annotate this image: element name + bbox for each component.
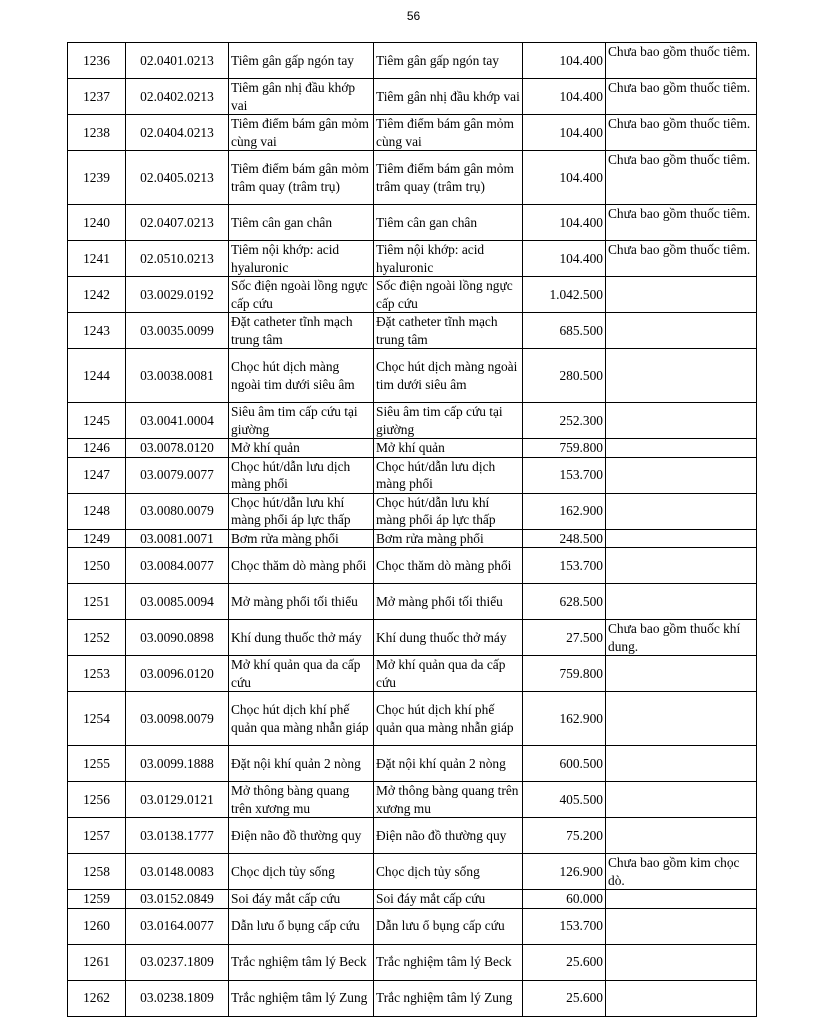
row-number-cell: 1237: [68, 79, 126, 115]
table-row: [68, 908, 757, 944]
row-number-cell: 1244: [68, 349, 126, 403]
service-name-approved-cell: Bơm rửa màng phổi: [374, 529, 523, 548]
note-cell: Chưa bao gồm thuốc tiêm.: [606, 151, 757, 205]
price-cell: 759.800: [523, 439, 606, 458]
service-code-cell: 03.0238.1809: [126, 980, 229, 1016]
service-code-cell: 03.0096.0120: [126, 656, 229, 692]
service-code-cell: 02.0510.0213: [126, 241, 229, 277]
service-code-cell: 03.0080.0079: [126, 493, 229, 529]
service-code-cell: 03.0081.0071: [126, 529, 229, 548]
service-code-cell: 03.0237.1809: [126, 944, 229, 980]
service-code-cell: 03.0078.0120: [126, 439, 229, 458]
note-cell: [606, 584, 757, 620]
note-cell: [606, 656, 757, 692]
service-code-cell: 02.0405.0213: [126, 151, 229, 205]
table-row: [68, 439, 757, 458]
service-code-cell: 02.0404.0213: [126, 115, 229, 151]
price-cell: 25.600: [523, 944, 606, 980]
service-name-approved-cell: Mở màng phổi tối thiểu: [374, 584, 523, 620]
service-name-approved-cell: Khí dung thuốc thở máy: [374, 620, 523, 656]
service-name-cell: Đặt nội khí quản 2 nòng: [229, 746, 374, 782]
service-name-approved-cell: Tiêm gân gấp ngón tay: [374, 43, 523, 79]
price-cell: 153.700: [523, 457, 606, 493]
service-code-cell: 03.0084.0077: [126, 548, 229, 584]
table-row: [68, 151, 757, 205]
service-name-approved-cell: Chọc hút/dẫn lưu dịch màng phổi: [374, 457, 523, 493]
service-name-cell: Trắc nghiệm tâm lý Beck: [229, 944, 374, 980]
service-code-cell: 03.0085.0094: [126, 584, 229, 620]
service-name-approved-cell: Tiêm điểm bám gân mỏm trâm quay (trâm trụ): [374, 151, 523, 205]
table-row: [68, 529, 757, 548]
service-name-cell: Sốc điện ngoài lồng ngực cấp cứu: [229, 277, 374, 313]
price-cell: 60.000: [523, 890, 606, 909]
note-cell: [606, 944, 757, 980]
row-number-cell: 1249: [68, 529, 126, 548]
note-cell: Chưa bao gồm kim chọc dò.: [606, 854, 757, 890]
note-cell: [606, 782, 757, 818]
table-row: [68, 746, 757, 782]
row-number-cell: 1262: [68, 980, 126, 1016]
table-row: [68, 584, 757, 620]
service-code-cell: 03.0099.1888: [126, 746, 229, 782]
service-name-cell: Mở khí quản: [229, 439, 374, 458]
price-cell: 27.500: [523, 620, 606, 656]
note-cell: [606, 457, 757, 493]
service-name-approved-cell: Điện não đồ thường quy: [374, 818, 523, 854]
service-name-approved-cell: Dẫn lưu ổ bụng cấp cứu: [374, 908, 523, 944]
service-name-cell: Tiêm điểm bám gân mỏm trâm quay (trâm trụ): [229, 151, 374, 205]
row-number-cell: 1246: [68, 439, 126, 458]
price-cell: 104.400: [523, 115, 606, 151]
price-cell: 252.300: [523, 403, 606, 439]
row-number-cell: 1251: [68, 584, 126, 620]
price-table: [67, 42, 757, 1017]
table-row: [68, 79, 757, 115]
service-code-cell: 02.0407.0213: [126, 205, 229, 241]
price-cell: 104.400: [523, 151, 606, 205]
service-code-cell: 02.0402.0213: [126, 79, 229, 115]
row-number-cell: 1256: [68, 782, 126, 818]
service-name-approved-cell: Chọc hút dịch khí phế quản qua màng nhẫn giáp: [374, 692, 523, 746]
service-code-cell: 03.0041.0004: [126, 403, 229, 439]
service-name-approved-cell: Tiêm điểm bám gân mỏm cùng vai: [374, 115, 523, 151]
note-cell: Chưa bao gồm thuốc tiêm.: [606, 241, 757, 277]
service-name-cell: Tiêm gân gấp ngón tay: [229, 43, 374, 79]
service-code-cell: 03.0090.0898: [126, 620, 229, 656]
service-name-cell: Mở màng phổi tối thiểu: [229, 584, 374, 620]
table-row: [68, 241, 757, 277]
row-number-cell: 1258: [68, 854, 126, 890]
service-name-approved-cell: Đặt nội khí quản 2 nòng: [374, 746, 523, 782]
row-number-cell: 1253: [68, 656, 126, 692]
note-cell: Chưa bao gồm thuốc tiêm.: [606, 115, 757, 151]
service-name-approved-cell: Chọc hút dịch màng ngoài tim dưới siêu âm: [374, 349, 523, 403]
note-cell: [606, 403, 757, 439]
service-name-approved-cell: Chọc thăm dò màng phổi: [374, 548, 523, 584]
note-cell: [606, 439, 757, 458]
service-name-approved-cell: Sốc điện ngoài lồng ngực cấp cứu: [374, 277, 523, 313]
service-code-cell: 02.0401.0213: [126, 43, 229, 79]
table-row: [68, 349, 757, 403]
note-cell: Chưa bao gồm thuốc tiêm.: [606, 43, 757, 79]
price-cell: 104.400: [523, 205, 606, 241]
service-name-cell: Chọc hút/dẫn lưu khí màng phổi áp lực thấp: [229, 493, 374, 529]
table-row: [68, 854, 757, 890]
note-cell: [606, 908, 757, 944]
service-name-cell: Tiêm cân gan chân: [229, 205, 374, 241]
service-name-cell: Điện não đồ thường quy: [229, 818, 374, 854]
service-name-cell: Chọc dịch tủy sống: [229, 854, 374, 890]
row-number-cell: 1259: [68, 890, 126, 909]
service-name-approved-cell: Mở khí quản: [374, 439, 523, 458]
price-cell: 25.600: [523, 980, 606, 1016]
service-name-cell: Đặt catheter tĩnh mạch trung tâm: [229, 313, 374, 349]
service-name-cell: Chọc hút/dẫn lưu dịch màng phổi: [229, 457, 374, 493]
service-name-approved-cell: Chọc hút/dẫn lưu khí màng phổi áp lực thấp: [374, 493, 523, 529]
row-number-cell: 1257: [68, 818, 126, 854]
note-cell: [606, 529, 757, 548]
service-name-cell: Chọc thăm dò màng phổi: [229, 548, 374, 584]
page-number: 56: [406, 9, 421, 23]
price-cell: 104.400: [523, 43, 606, 79]
row-number-cell: 1255: [68, 746, 126, 782]
service-code-cell: 03.0152.0849: [126, 890, 229, 909]
service-name-cell: Mở thông bàng quang trên xương mu: [229, 782, 374, 818]
price-cell: 405.500: [523, 782, 606, 818]
service-name-cell: Tiêm nội khớp: acid hyaluronic: [229, 241, 374, 277]
row-number-cell: 1260: [68, 908, 126, 944]
note-cell: Chưa bao gồm thuốc khí dung.: [606, 620, 757, 656]
table-row: [68, 980, 757, 1016]
note-cell: [606, 746, 757, 782]
note-cell: Chưa bao gồm thuốc tiêm.: [606, 205, 757, 241]
table-row: [68, 656, 757, 692]
row-number-cell: 1245: [68, 403, 126, 439]
price-cell: 75.200: [523, 818, 606, 854]
service-name-approved-cell: Đặt catheter tĩnh mạch trung tâm: [374, 313, 523, 349]
row-number-cell: 1247: [68, 457, 126, 493]
table-row: [68, 890, 757, 909]
table-row: [68, 457, 757, 493]
service-name-cell: Tiêm điểm bám gân mỏm cùng vai: [229, 115, 374, 151]
note-cell: [606, 349, 757, 403]
service-name-cell: Bơm rửa màng phổi: [229, 529, 374, 548]
service-name-cell: Siêu âm tim cấp cứu tại giường: [229, 403, 374, 439]
row-number-cell: 1241: [68, 241, 126, 277]
service-name-approved-cell: Chọc dịch tủy sống: [374, 854, 523, 890]
service-name-cell: Dẫn lưu ổ bụng cấp cứu: [229, 908, 374, 944]
note-cell: Chưa bao gồm thuốc tiêm.: [606, 79, 757, 115]
price-cell: 280.500: [523, 349, 606, 403]
row-number-cell: 1248: [68, 493, 126, 529]
table-row: [68, 115, 757, 151]
table-row: [68, 782, 757, 818]
service-code-cell: 03.0098.0079: [126, 692, 229, 746]
service-code-cell: 03.0138.1777: [126, 818, 229, 854]
service-name-cell: Tiêm gân nhị đầu khớp vai: [229, 79, 374, 115]
table-row: [68, 43, 757, 79]
row-number-cell: 1238: [68, 115, 126, 151]
table-row: [68, 205, 757, 241]
table-row: [68, 620, 757, 656]
service-name-approved-cell: Trắc nghiệm tâm lý Beck: [374, 944, 523, 980]
table-row: [68, 944, 757, 980]
note-cell: [606, 980, 757, 1016]
table-row: [68, 692, 757, 746]
service-code-cell: 03.0079.0077: [126, 457, 229, 493]
row-number-cell: 1261: [68, 944, 126, 980]
price-cell: 628.500: [523, 584, 606, 620]
price-cell: 759.800: [523, 656, 606, 692]
service-name-cell: Trắc nghiệm tâm lý Zung: [229, 980, 374, 1016]
row-number-cell: 1242: [68, 277, 126, 313]
service-name-cell: Mở khí quản qua da cấp cứu: [229, 656, 374, 692]
table-row: [68, 403, 757, 439]
price-cell: 104.400: [523, 79, 606, 115]
service-name-approved-cell: Siêu âm tim cấp cứu tại giường: [374, 403, 523, 439]
service-name-cell: Chọc hút dịch màng ngoài tim dưới siêu âm: [229, 349, 374, 403]
price-cell: 126.900: [523, 854, 606, 890]
row-number-cell: 1252: [68, 620, 126, 656]
service-name-approved-cell: Soi đáy mắt cấp cứu: [374, 890, 523, 909]
service-name-approved-cell: Trắc nghiệm tâm lý Zung: [374, 980, 523, 1016]
note-cell: [606, 548, 757, 584]
service-code-cell: 03.0029.0192: [126, 277, 229, 313]
service-name-approved-cell: Tiêm cân gan chân: [374, 205, 523, 241]
row-number-cell: 1243: [68, 313, 126, 349]
note-cell: [606, 493, 757, 529]
service-code-cell: 03.0164.0077: [126, 908, 229, 944]
row-number-cell: 1250: [68, 548, 126, 584]
service-code-cell: 03.0038.0081: [126, 349, 229, 403]
price-cell: 162.900: [523, 692, 606, 746]
table-row: [68, 313, 757, 349]
service-name-approved-cell: Tiêm gân nhị đầu khớp vai: [374, 79, 523, 115]
note-cell: [606, 313, 757, 349]
note-cell: [606, 818, 757, 854]
service-name-approved-cell: Tiêm nội khớp: acid hyaluronic: [374, 241, 523, 277]
service-code-cell: 03.0035.0099: [126, 313, 229, 349]
service-name-approved-cell: Mở khí quản qua da cấp cứu: [374, 656, 523, 692]
price-cell: 153.700: [523, 908, 606, 944]
table-row: [68, 493, 757, 529]
note-cell: [606, 692, 757, 746]
row-number-cell: 1240: [68, 205, 126, 241]
service-name-approved-cell: Mở thông bàng quang trên xương mu: [374, 782, 523, 818]
service-code-cell: 03.0129.0121: [126, 782, 229, 818]
price-cell: 685.500: [523, 313, 606, 349]
note-cell: [606, 890, 757, 909]
row-number-cell: 1239: [68, 151, 126, 205]
price-cell: 1.042.500: [523, 277, 606, 313]
price-cell: 600.500: [523, 746, 606, 782]
service-name-cell: Chọc hút dịch khí phế quản qua màng nhẫn giáp: [229, 692, 374, 746]
table-row: [68, 548, 757, 584]
service-name-cell: Soi đáy mắt cấp cứu: [229, 890, 374, 909]
price-cell: 104.400: [523, 241, 606, 277]
row-number-cell: 1236: [68, 43, 126, 79]
price-cell: 153.700: [523, 548, 606, 584]
price-cell: 162.900: [523, 493, 606, 529]
service-code-cell: 03.0148.0083: [126, 854, 229, 890]
table-row: [68, 277, 757, 313]
note-cell: [606, 277, 757, 313]
price-cell: 248.500: [523, 529, 606, 548]
row-number-cell: 1254: [68, 692, 126, 746]
service-name-cell: Khí dung thuốc thở máy: [229, 620, 374, 656]
table-row: [68, 818, 757, 854]
